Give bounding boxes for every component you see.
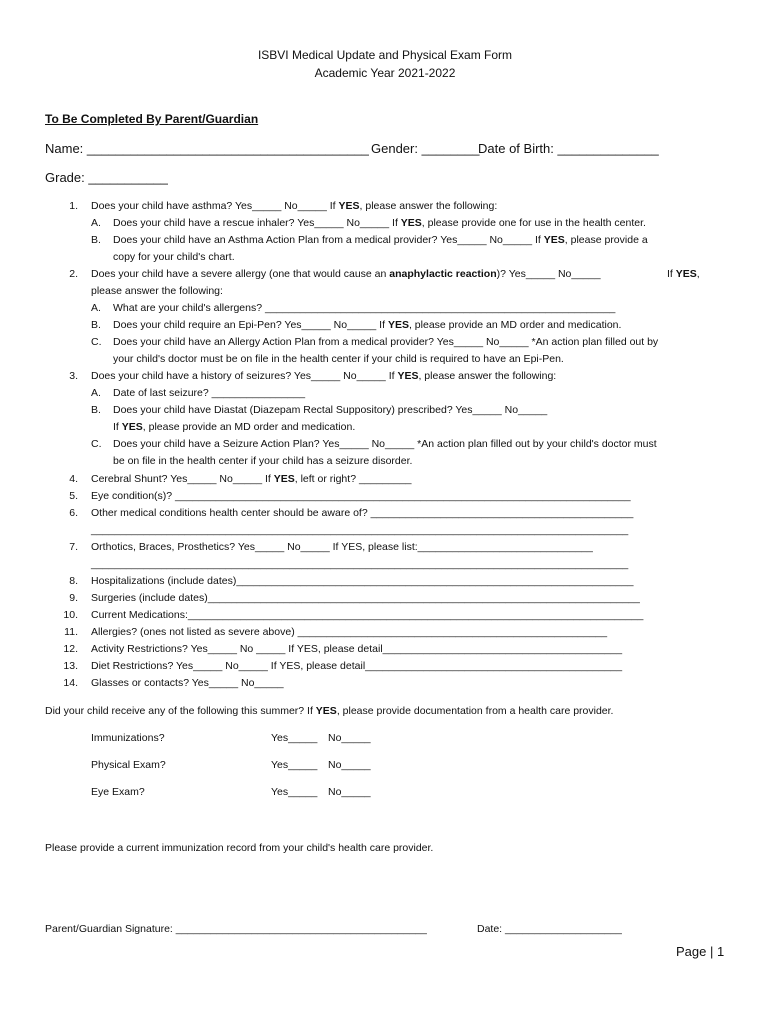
grade-field[interactable]: Grade: ___________ <box>45 170 168 185</box>
q14-number: 14. <box>63 677 78 689</box>
q3-number: 3. <box>69 370 78 382</box>
q11-number: 11. <box>64 626 78 638</box>
q10-text: Current Medications:______________________________________________________________________________ <box>91 609 644 621</box>
q6-continuation: ____________________________________________________________________________________________ <box>91 524 629 536</box>
q4-number: 4. <box>69 473 78 485</box>
q1b-text: Does your child have an Asthma Action Plan from a medical provider? Yes_____ No_____ If YES, please provide a <box>113 234 648 246</box>
q1a-letter: A. <box>91 217 101 229</box>
summer-row-no[interactable]: No_____ <box>328 732 371 744</box>
q10-number: 10. <box>63 609 78 621</box>
name-field[interactable]: Name: _______________________________________ <box>45 141 369 156</box>
q3c-text: Does your child have a Seizure Action Plan? Yes_____ No_____ *An action plan filled out by your child's doctor must <box>113 438 657 450</box>
q4-text: Cerebral Shunt? Yes_____ No_____ If YES, left or right? _________ <box>91 473 412 485</box>
q6-text: Other medical conditions health center should be aware of? _____________________________________________ <box>91 507 634 519</box>
q12-number: 12. <box>63 643 78 655</box>
q2c-letter: C. <box>91 336 102 348</box>
immunization-note: Please provide a current immunization record from your child's health care provider. <box>45 842 434 854</box>
q1a-text: Does your child have a rescue inhaler? Yes_____ No_____ If YES, please provide one for use in the health center. <box>113 217 646 229</box>
summer-row-yes[interactable]: Yes_____ <box>271 759 318 771</box>
summer-row-no[interactable]: No_____ <box>328 759 371 771</box>
summer-question: Did your child receive any of the following this summer? If YES, please provide documentation from a health care provider. <box>45 705 614 717</box>
q6-number: 6. <box>69 507 78 519</box>
summer-row-label: Immunizations? <box>91 732 165 744</box>
q3a-letter: A. <box>91 387 101 399</box>
q7-text: Orthotics, Braces, Prosthetics? Yes_____ No_____ If YES, please list:______________________________ <box>91 541 593 553</box>
q2-text: Does your child have a severe allergy (one that would cause an anaphylactic reaction)? Yes_____ No_____ <box>91 268 601 280</box>
summer-row-yes[interactable]: Yes_____ <box>271 786 318 798</box>
q3c-continuation: be on file in the health center if your child has a seizure disorder. <box>113 455 413 467</box>
summer-row-label: Physical Exam? <box>91 759 166 771</box>
q3c-letter: C. <box>91 438 102 450</box>
q14-text: Glasses or contacts? Yes_____ No_____ <box>91 677 284 689</box>
q13-number: 13. <box>63 660 78 672</box>
q2b-letter: B. <box>91 319 101 331</box>
q3-text: Does your child have a history of seizures? Yes_____ No_____ If YES, please answer the following: <box>91 370 557 382</box>
q3b-text: Does your child have Diastat (Diazepam Rectal Suppository) prescribed? Yes_____ No_____ <box>113 404 548 416</box>
form-subtitle: Academic Year 2021-2022 <box>314 66 456 80</box>
q9-number: 9. <box>69 592 78 604</box>
q2b-text: Does your child require an Epi-Pen? Yes_____ No_____ If YES, please provide an MD order and medication. <box>113 319 622 331</box>
q2c-continuation: your child's doctor must be on file in the health center if your child is required to have an Epi-Pen. <box>113 353 564 365</box>
q2a-letter: A. <box>91 302 101 314</box>
q13-text: Diet Restrictions? Yes_____ No_____ If YES, please detail____________________________________________ <box>91 660 623 672</box>
q12-text: Activity Restrictions? Yes_____ No _____ If YES, please detail_________________________________________ <box>91 643 623 655</box>
q2-number: 2. <box>69 268 78 280</box>
dob-field[interactable]: Date of Birth: ______________ <box>478 141 659 156</box>
summer-row-label: Eye Exam? <box>91 786 145 798</box>
q2-continuation: please answer the following: <box>91 285 223 297</box>
q8-number: 8. <box>69 575 78 587</box>
q11-text: Allergies? (ones not listed as severe above) _____________________________________________________ <box>91 626 608 638</box>
form-title: ISBVI Medical Update and Physical Exam Form <box>257 48 513 62</box>
q7-continuation: ____________________________________________________________________________________________ <box>91 558 629 570</box>
summer-row-no[interactable]: No_____ <box>328 786 371 798</box>
summer-row-yes[interactable]: Yes_____ <box>271 732 318 744</box>
q1-text: Does your child have asthma? Yes_____ No_____ If YES, please answer the following: <box>91 200 498 212</box>
page-number: Page | 1 <box>676 944 725 959</box>
section-title: To Be Completed By Parent/Guardian <box>45 112 259 126</box>
signature-date-field[interactable]: Date: ____________________ <box>477 923 622 935</box>
q3b-continuation: If YES, please provide an MD order and medication. <box>113 421 356 433</box>
q9-text: Surgeries (include dates)__________________________________________________________________________ <box>91 592 640 604</box>
q3a-text: Date of last seizure? ________________ <box>113 387 306 399</box>
q2-if-yes: If YES, <box>667 268 700 280</box>
q2c-text: Does your child have an Allergy Action Plan from a medical provider? Yes_____ No_____ *An action plan filled out by <box>113 336 659 348</box>
q1-number: 1. <box>69 200 78 212</box>
q8-text: Hospitalizations (include dates)____________________________________________________________________ <box>91 575 634 587</box>
q3b-letter: B. <box>91 404 101 416</box>
gender-field[interactable]: Gender: ________ <box>371 141 480 156</box>
q7-number: 7. <box>69 541 78 553</box>
q5-text: Eye condition(s)? ______________________________________________________________________________ <box>91 490 631 502</box>
q2a-text: What are your child's allergens? ____________________________________________________________ <box>113 302 616 314</box>
q1b-letter: B. <box>91 234 101 246</box>
q1b-continuation: copy for your child's chart. <box>113 251 235 263</box>
q5-number: 5. <box>69 490 78 502</box>
signature-field[interactable]: Parent/Guardian Signature: ___________________________________________ <box>45 923 427 935</box>
